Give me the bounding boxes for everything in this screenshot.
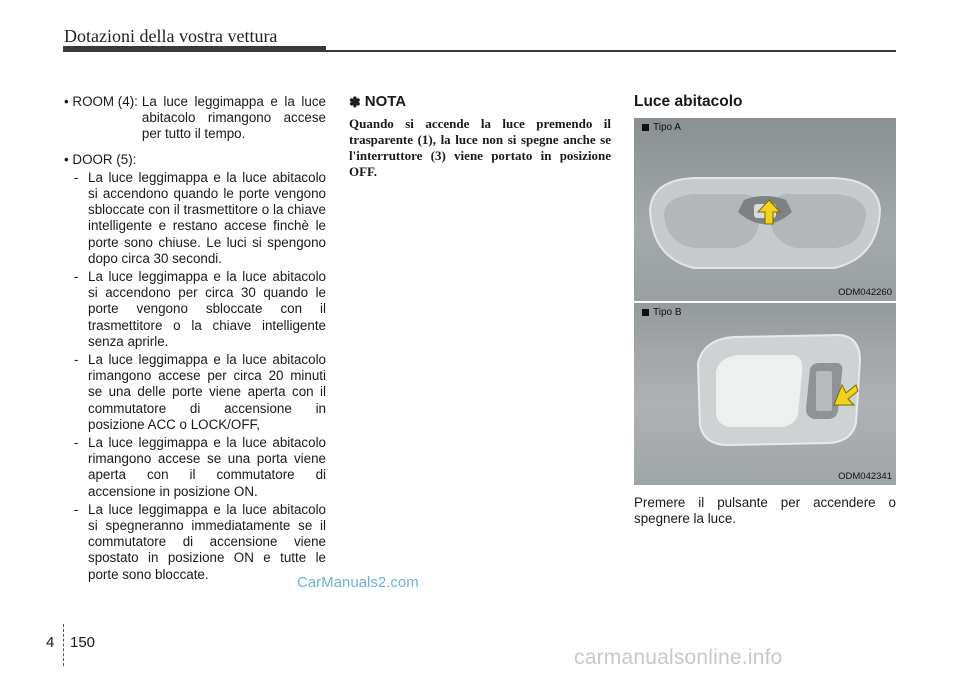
square-bullet-icon — [642, 309, 649, 316]
photo-tipo-b — [634, 303, 896, 485]
photo-b-label — [642, 307, 682, 318]
room-label: • ROOM (4): — [64, 94, 138, 109]
nota-text: Quando si accende la luce premendo il trasparente (1), la luce non si spegne anche se l'interruttore (3) viene portato in posizione OFF. — [349, 116, 611, 180]
photo-tipo-a — [634, 118, 896, 301]
photo-a-code: ODM042260 — [838, 287, 892, 298]
door-item: - La luce leggimappa e la luce abitacolo rimangono accese se una porta viene aperta con il commutatore di accensione in posizione ON. — [74, 435, 326, 499]
watermark-link[interactable]: CarManuals2.com — [297, 574, 419, 591]
door-item-text: La luce leggimappa e la luce abitacolo rimangono accese se una porta viene aperta con il commutatore di accensione in posizione ON. — [88, 435, 326, 499]
page-header-title: Dotazioni della vostra vettura — [64, 26, 278, 46]
door-item-text: La luce leggimappa e la luce abitacolo si spegneranno immediatamente se il commutatore di accensione viene spostato in posizione ON e tutte le porte sono bloccate. — [88, 501, 326, 582]
column-middle — [349, 94, 611, 180]
section-title: Luce abitacolo — [634, 93, 743, 110]
door-item-text: La luce leggimappa e la luce abitacolo rimangono accese per circa 20 minuti se una delle porte viene aperta con il commutatore di accensione in posizione ACC o LOCK/OFF, — [88, 352, 326, 432]
photo-a-label — [642, 122, 681, 133]
photo-caption: Premere il pulsante per accendere o spegnere la luce. — [634, 495, 896, 527]
door-item: - La luce leggimappa e la luce abitacolo si spegneranno immediatamente se il commutatore di accensione viene spostato in posizione ON e tutte le porte sono bloccate. — [74, 501, 326, 582]
nota-heading — [349, 94, 611, 110]
photo-b-code: ODM042341 — [838, 471, 892, 482]
column-right — [634, 94, 896, 118]
footer-watermark: carmanualsonline.info — [574, 646, 783, 669]
door-item: - La luce leggimappa e la luce abitacolo si accendono quando le porte vengono sbloccate con il trasmettitore o la chiave intelligente e restano accese finchè le porte sono chiuse. Le luci si spengono dopo circa 30 secondi. — [74, 169, 326, 266]
chapter-number: 4 — [46, 634, 55, 651]
square-bullet-icon — [642, 124, 649, 131]
header-rule — [326, 50, 896, 52]
room-text: La luce leggimappa e la luce abitacolo rimangono accese per tutto il tempo. — [141, 94, 326, 142]
room-bullet — [64, 94, 326, 143]
door-bullet: • DOOR (5): — [64, 151, 137, 167]
door-item: - La luce leggimappa e la luce abitacolo si accendono per circa 30 quando le porte vengono sbloccate con il trasmettitore o la chiave intelligente senza aprirle. — [74, 269, 326, 349]
photo-b-label-text: Tipo B — [653, 307, 682, 318]
arrow-indicator-icon — [832, 381, 860, 411]
photo-a-label-text: Tipo A — [653, 122, 681, 133]
header-bar — [63, 46, 326, 52]
nota-star-icon: ✽ — [349, 94, 361, 110]
footer-divider — [63, 624, 65, 666]
nota-title: NOTA — [364, 93, 407, 110]
arrow-indicator-icon — [756, 198, 782, 226]
door-item: - La luce leggimappa e la luce abitacolo rimangono accese per circa 20 minuti se una delle porte viene aperta con il commutatore di accensione in posizione ACC o LOCK/OFF, — [74, 352, 326, 432]
column-left — [64, 94, 326, 583]
door-item-text: La luce leggimappa e la luce abitacolo si accendono quando le porte vengono sbloccate con il trasmettitore o la chiave intelligente e restano accese finchè le porte sono chiuse. Le luci si spengono dopo circa 30 secondi. — [88, 169, 326, 266]
door-item-text: La luce leggimappa e la luce abitacolo si accendono per circa 30 quando le porte vengono sbloccate con il trasmettitore o la chiave intelligente senza aprirle. — [88, 269, 326, 349]
page-number: 150 — [70, 634, 96, 651]
